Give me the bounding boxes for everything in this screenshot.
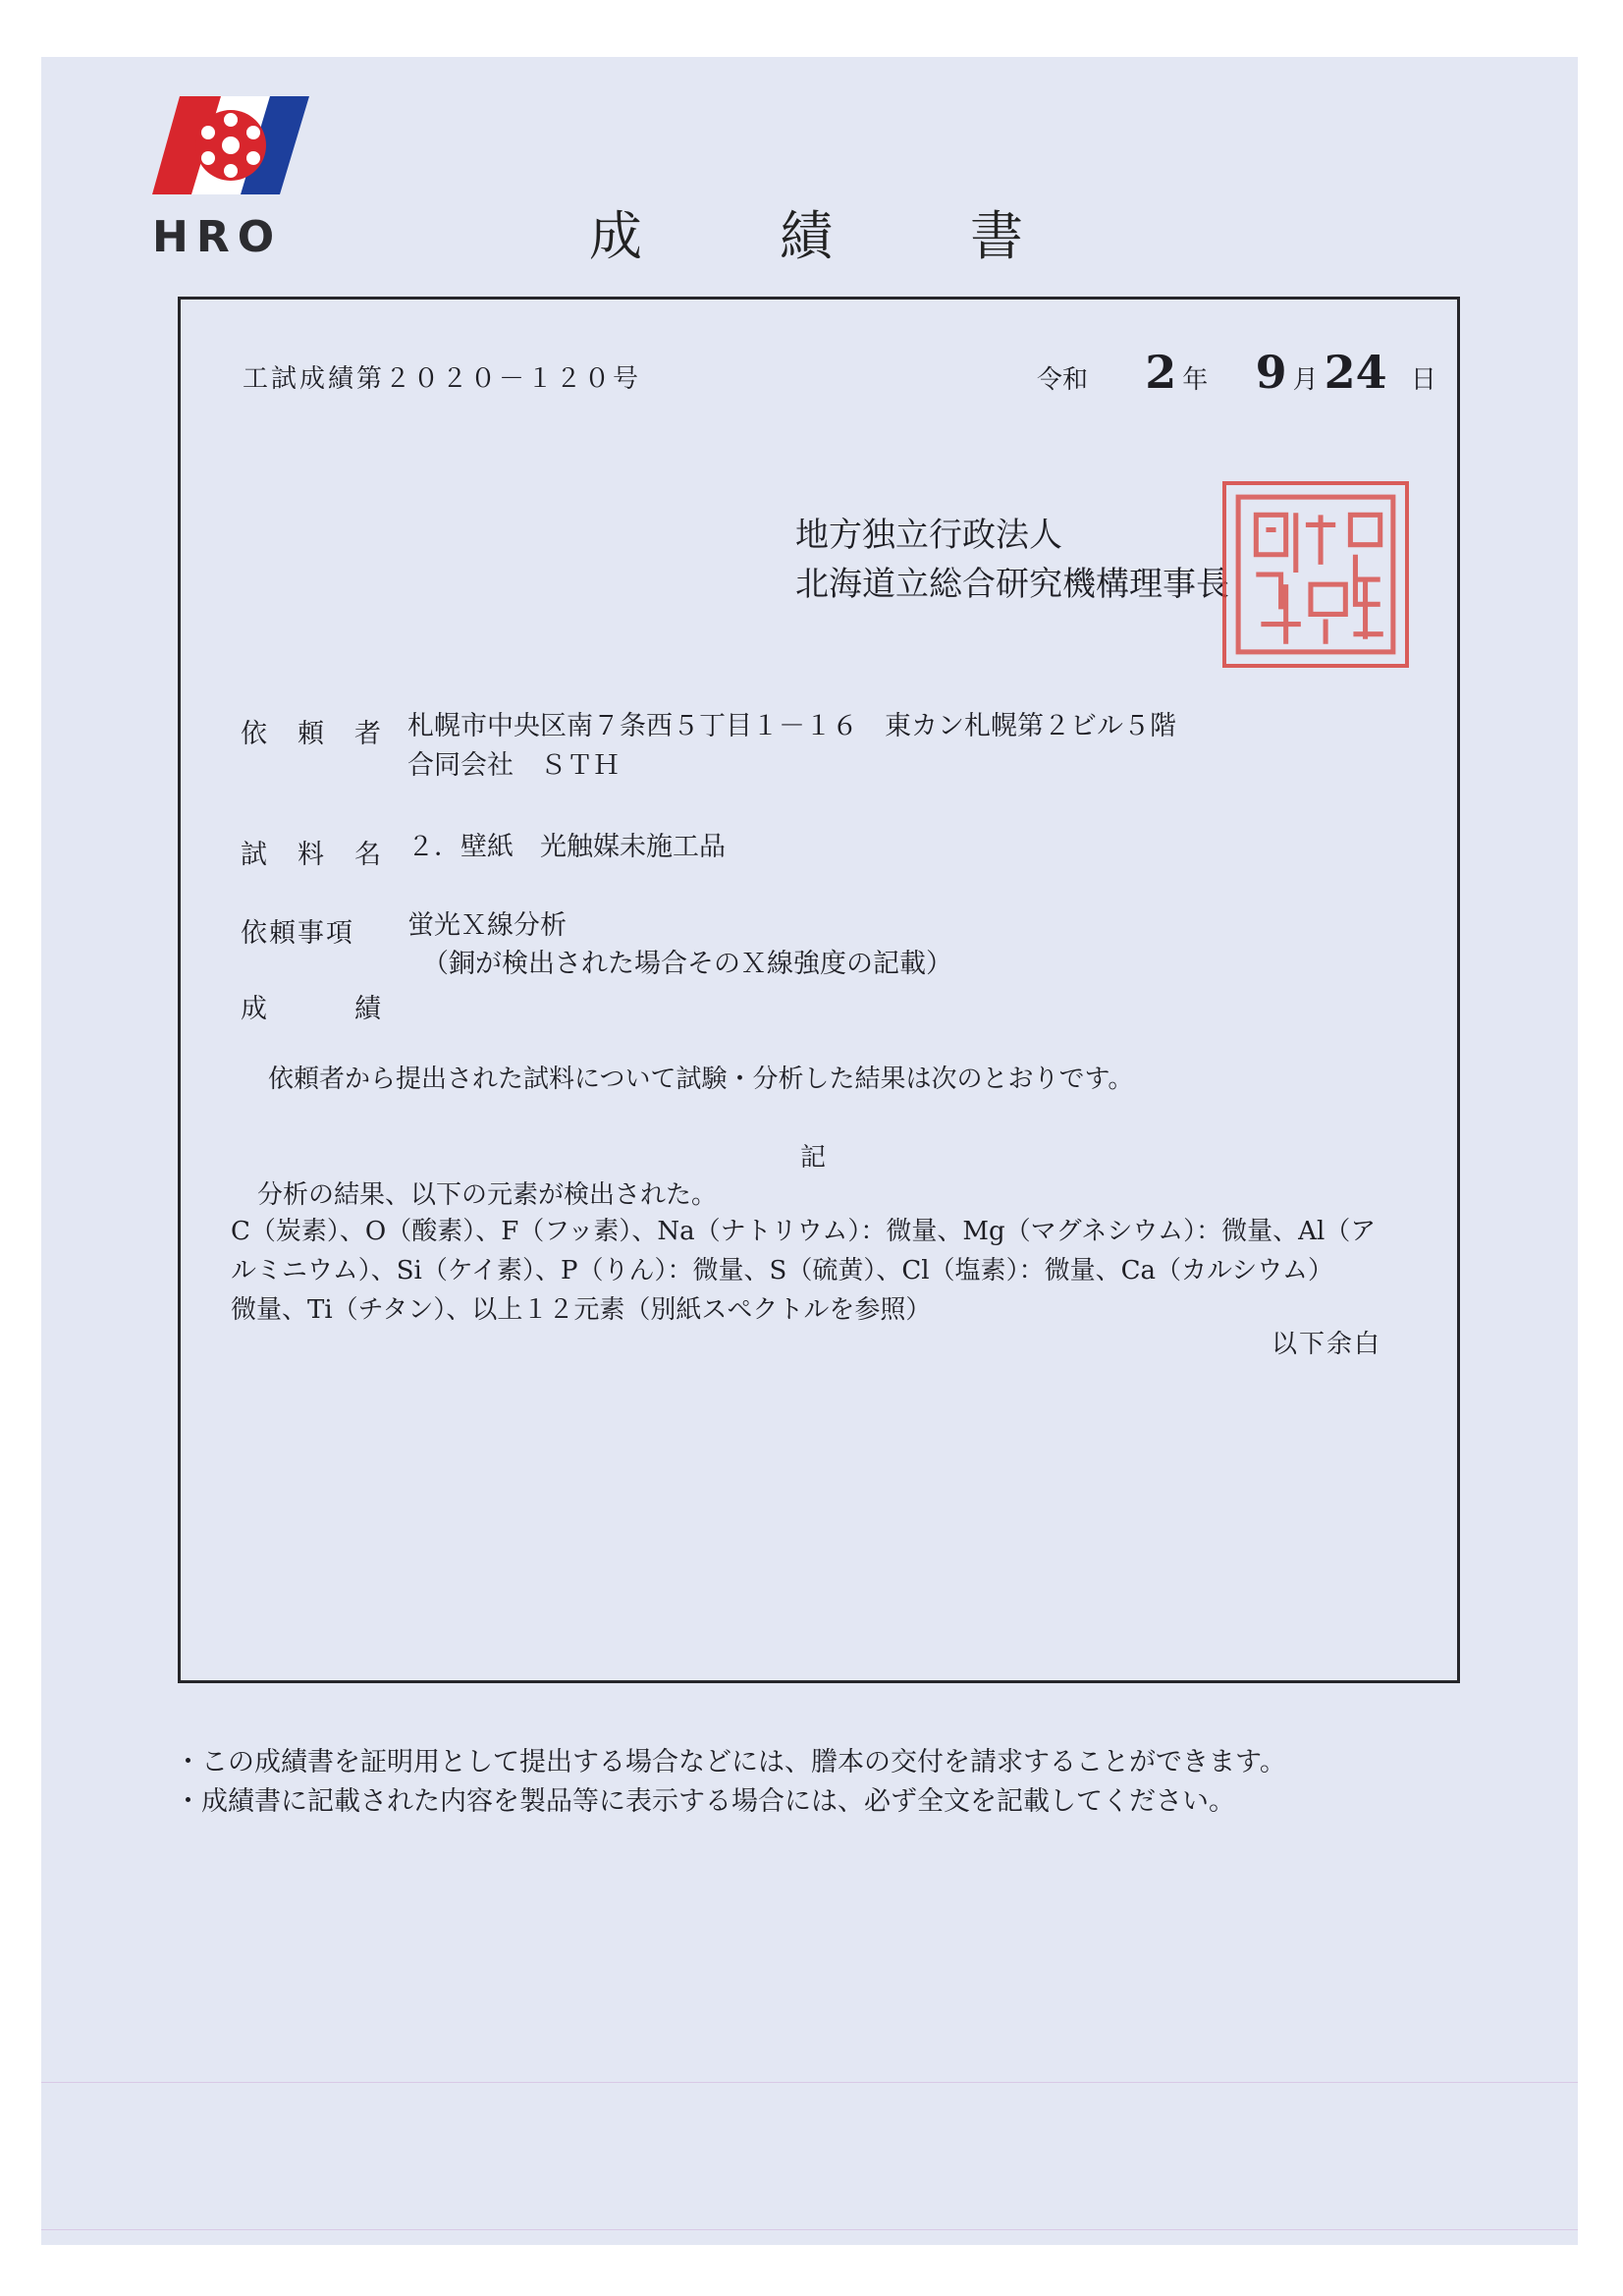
end-mark: 以下余白	[1271, 1330, 1382, 1359]
result-label: 成 績	[241, 994, 383, 1024]
note-item: ・この成績書を証明用として提出する場合などには、謄本の交付を請求することができます。	[175, 1747, 1286, 1777]
divider-line	[41, 2082, 1578, 2083]
request-note: （銅が検出された場合そのＸ線強度の記載）	[422, 949, 952, 979]
date-day: 24	[1324, 346, 1387, 399]
date-month: 9	[1255, 346, 1287, 399]
sample-label: 試 料 名	[241, 840, 383, 870]
hro-logo	[152, 96, 309, 263]
issuer-block	[795, 511, 1229, 609]
note-item: ・成績書に記載された内容を製品等に表示する場合には、必ず全文を記載してください。	[175, 1786, 1235, 1817]
certificate-number: 工試成績第２０２０－１２０号	[243, 364, 642, 394]
document-title: 成績書	[589, 205, 1161, 267]
snowflake-logo-icon	[152, 96, 309, 194]
issuer-line-1: 地方独立行政法人	[795, 516, 1062, 555]
request-label: 依頼事項	[241, 918, 354, 949]
client-name: 合同会社 ＳＴＨ	[407, 750, 620, 781]
result-line: ルミニウム）、Si（ケイ素）、P（りん）：微量、S（硫黄）、Cl（塩素）：微量、Ca（カルシウム）	[231, 1256, 1334, 1285]
client-address: 札幌市中央区南７条西５丁目１－１６ 東カン札幌第２ビル５階	[407, 711, 1176, 741]
request-value: 蛍光Ｘ線分析	[407, 910, 567, 941]
footer-notes	[175, 1743, 1286, 1822]
divider-line	[41, 2229, 1578, 2230]
result-line: C（炭素）、O（酸素）、F（フッ素）、Na（ナトリウム）：微量、Mg（マグネシウム）：微量、Al（ア	[231, 1217, 1377, 1246]
result-line: 微量、Ti（チタン）、以上１２元素（別紙スペクトルを参照）	[231, 1295, 932, 1325]
date-year-unit: 年	[1182, 365, 1209, 395]
date-day-unit: 日	[1410, 365, 1436, 395]
client-label: 依 頼 者	[241, 719, 383, 749]
seal-stamp-icon	[1226, 485, 1405, 664]
ki-mark: 記	[800, 1143, 827, 1173]
sample-value: ２．壁紙 光触媒未施工品	[407, 832, 726, 862]
date-month-unit: 月	[1292, 365, 1319, 395]
issue-date	[1037, 346, 1436, 399]
official-seal	[1222, 481, 1409, 668]
logo-text: HRO	[152, 212, 283, 262]
result-body	[231, 1212, 1419, 1330]
date-year: 2	[1145, 346, 1177, 399]
issuer-line-2: 北海道立総合研究機構理事長	[795, 565, 1229, 604]
result-intro: 分析の結果、以下の元素が検出された。	[257, 1180, 718, 1210]
date-era: 令和	[1037, 365, 1089, 395]
lead-sentence: 依頼者から提出された試料について試験・分析した結果は次のとおりです。	[268, 1065, 1134, 1094]
